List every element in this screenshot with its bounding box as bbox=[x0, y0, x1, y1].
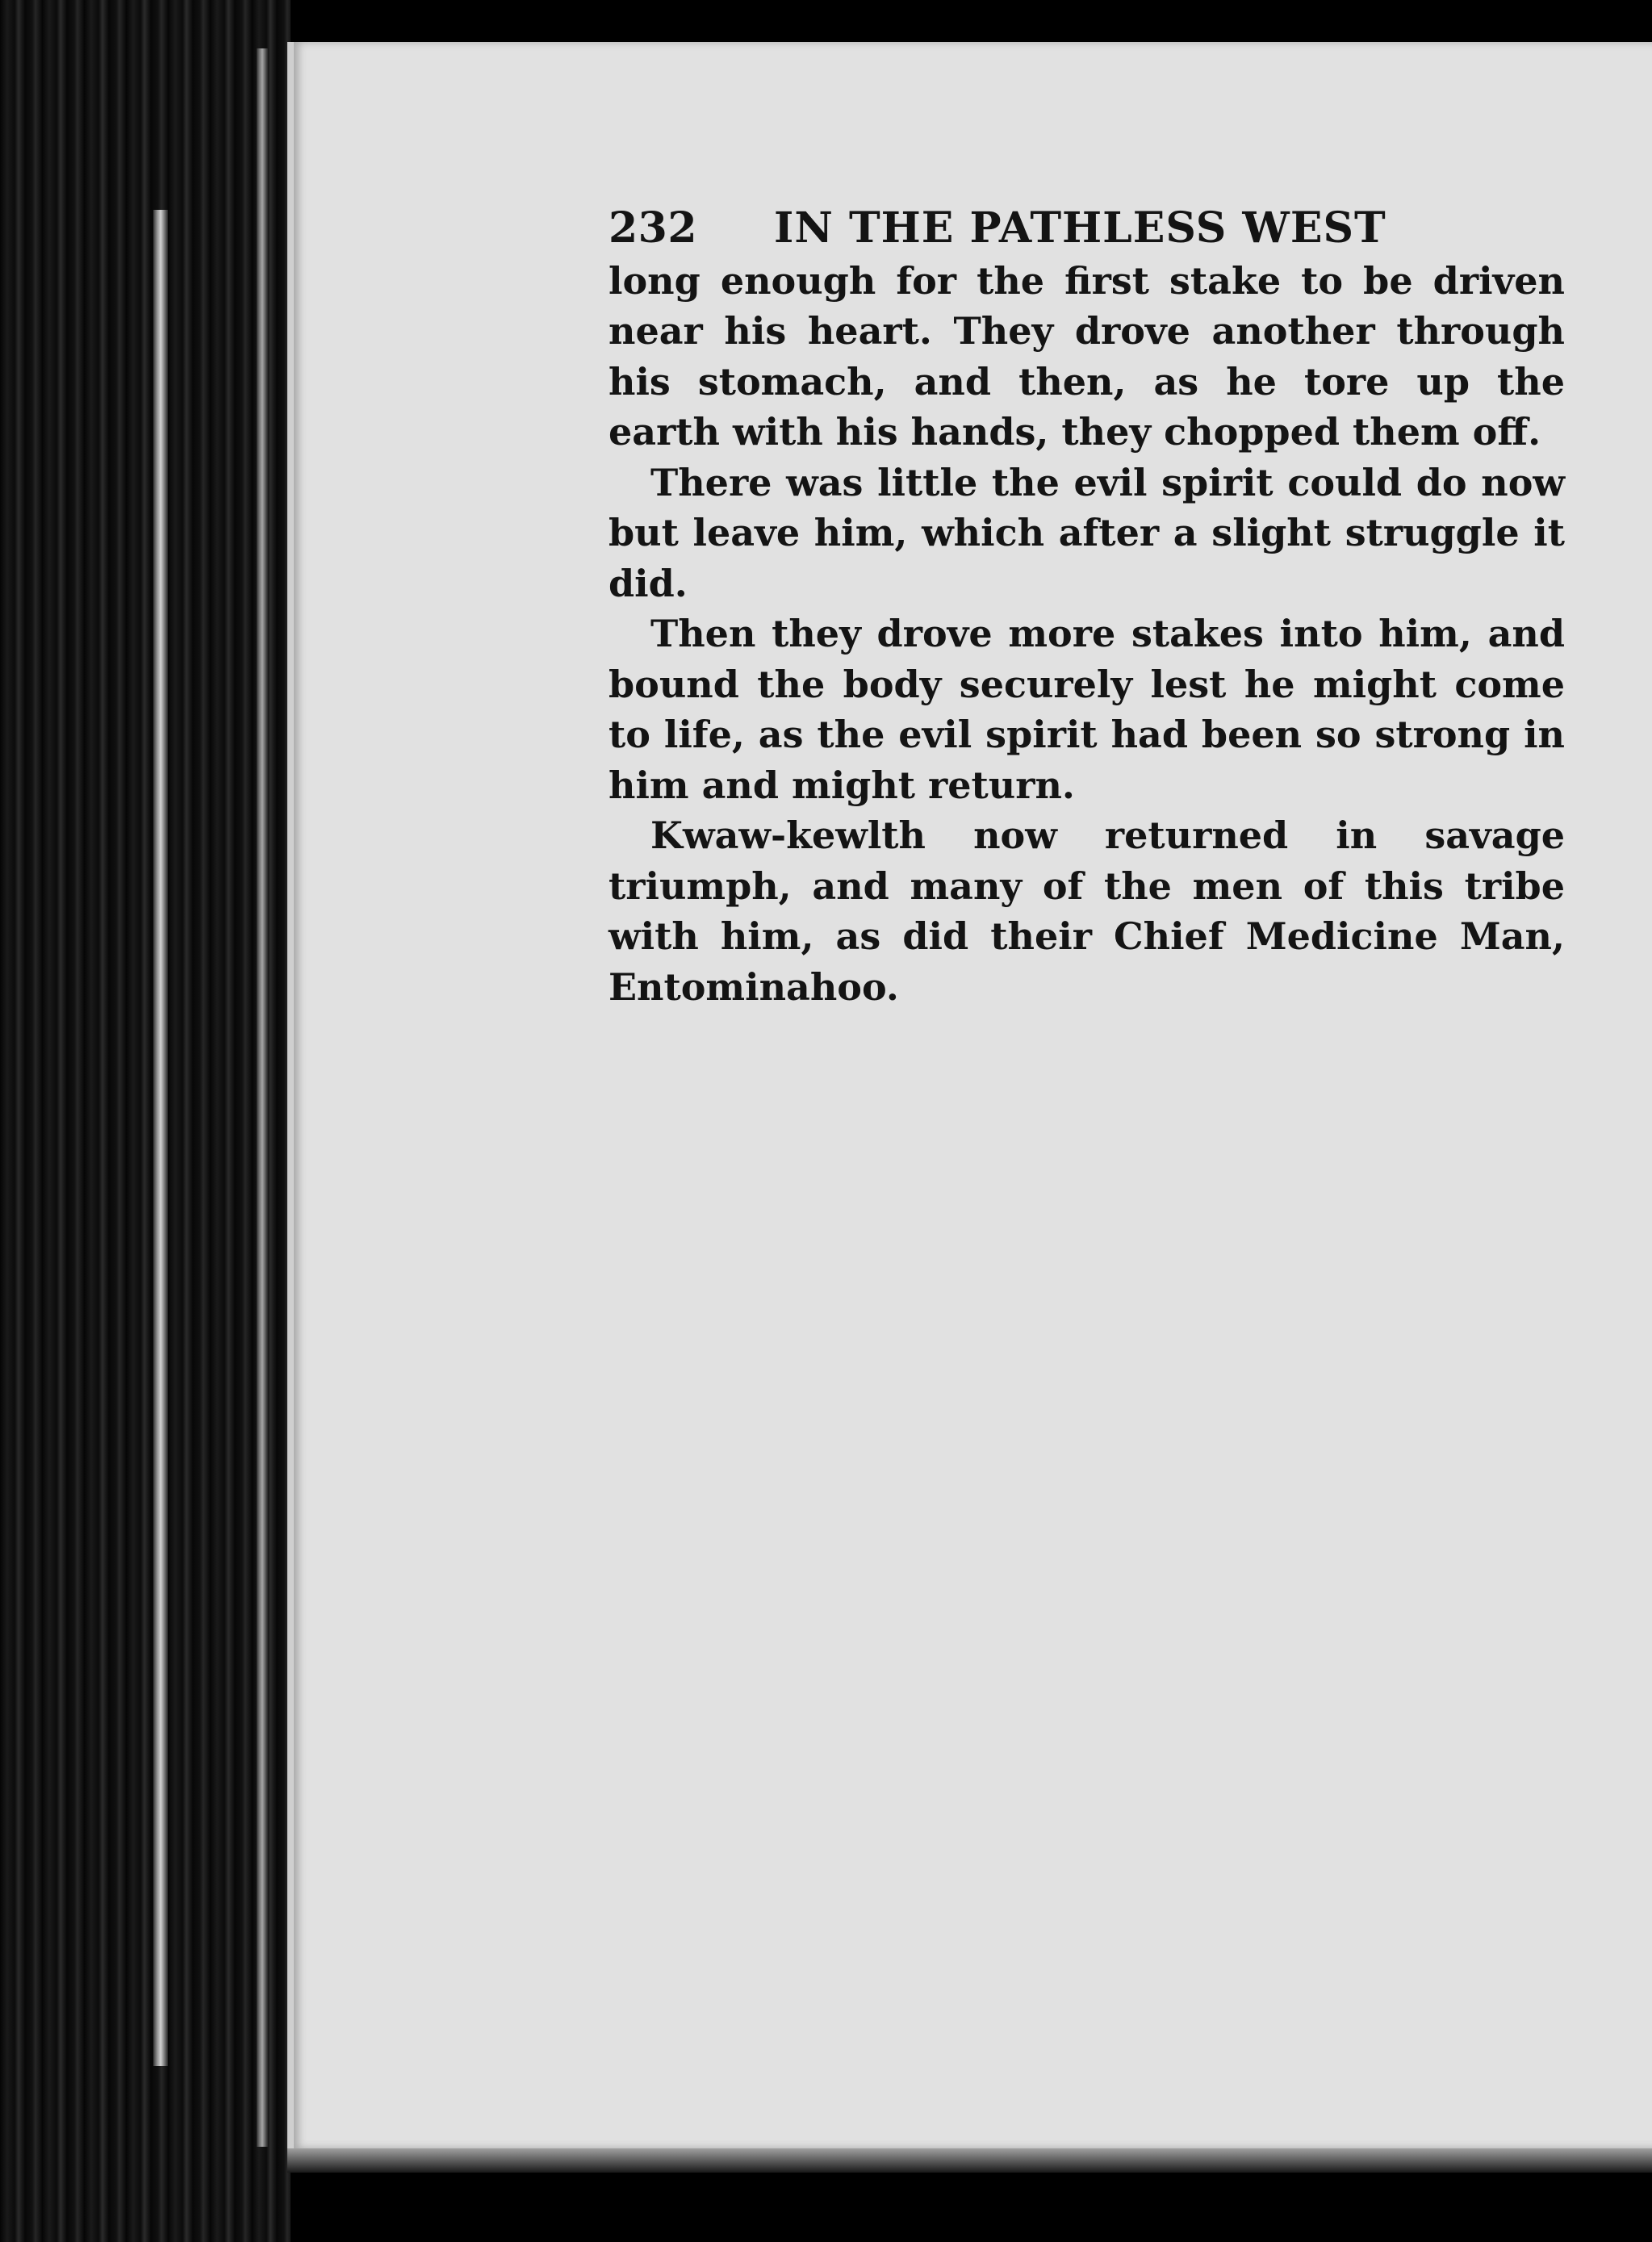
page-number: 232 bbox=[609, 203, 698, 253]
paragraph: There was little the evil spirit could do now but leave him, which after a slight struggle it did. bbox=[609, 460, 1565, 605]
paragraph: Then they drove more stakes into him, and bound the body securely lest he might come to life, as the evil spirit had been so strong in him and might return. bbox=[609, 612, 1565, 807]
page-edge-highlight bbox=[153, 210, 168, 2066]
paragraph: long enough for the first stake to be driven near his heart. They drove another through his stomach, and then, as he tore up the earth with his hands, they chopped them off. bbox=[609, 258, 1565, 454]
page-text-block bbox=[609, 203, 1565, 1012]
page-header bbox=[609, 203, 1565, 254]
book-spine-edge bbox=[0, 0, 291, 2242]
page-bottom-edge bbox=[287, 2148, 1652, 2173]
running-title: IN THE PATHLESS WEST bbox=[774, 203, 1386, 253]
page-edge-highlight bbox=[257, 48, 268, 2147]
book-page bbox=[287, 42, 1652, 2148]
paragraph: Kwaw-kewlth now returned in savage triumph, and many of the men of this tribe with him, as did their Chief Medicine Man, Entominahoo. bbox=[609, 814, 1565, 1009]
